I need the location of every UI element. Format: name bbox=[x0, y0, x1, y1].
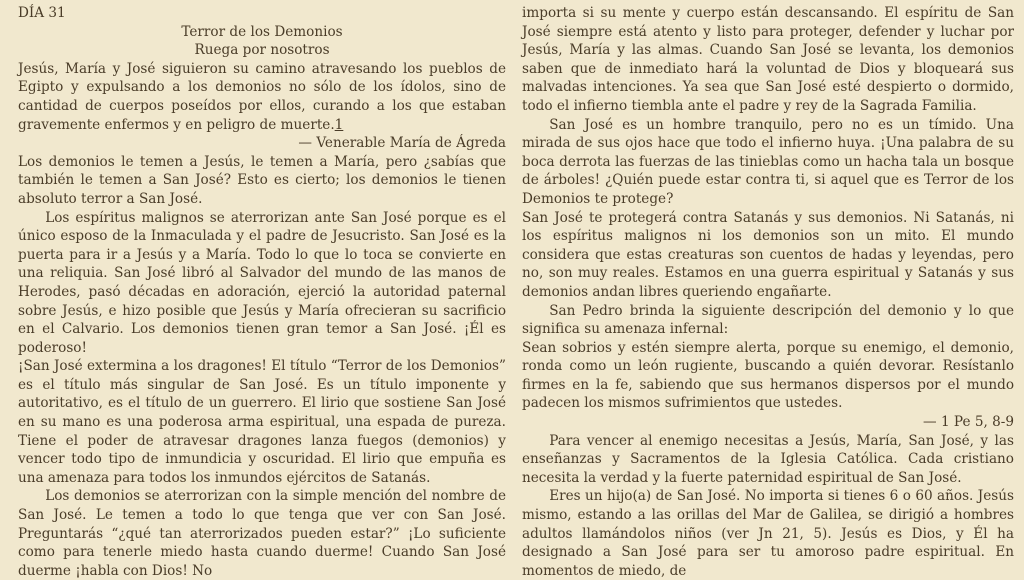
chapter-title: Terror de los Demonios bbox=[181, 23, 343, 40]
footnote-link[interactable]: 1 bbox=[334, 116, 344, 133]
paragraph: Los demonios le temen a Jesús, le temen a María, pero ¿sabías que también le temen a San José? Esto es cierto; los demonios le tienen absoluto terror a San José. bbox=[18, 153, 506, 207]
opening-quote-paragraph bbox=[18, 60, 506, 134]
paragraph: Los espíritus malignos se aterrorizan ante San José porque es el único esposo de la Inmaculada y el padre de Jesucristo. San José es la puerta para ir a Jesús y a María. Todo lo que lo toca se convierte en una reliquia. San José libró al Salvador del mundo de las manos de Herodes, pasó décadas en adoración, ejerció la autoridad paternal sobre Jesús, e hizo posible que Jesús y María ofrecieran su sacrificio en el Calvario. Los demonios tienen gran temor a San José. ¡Él es poderoso! bbox=[18, 209, 506, 356]
scripture-quote: Sean sobrios y estén siempre alerta, porque su enemigo, el demonio, ronda como un león rugiente, buscando a quién devorar. Resístanlo firmes en la fe, sabiendo que sus hermanos dispersos por el mundo padecen los mismos sufrimientos que ustedes. bbox=[522, 339, 1014, 412]
chapter-subtitle: Ruega por nosotros bbox=[194, 42, 330, 59]
paragraph: San José te protegerá contra Satanás y sus demonios. Ni Satanás, ni los espíritus malignos ni los demonios son un mito. El mundo considera que estas creaturas son cuentos de hadas y leyendas, pero no, son muy reales. Estamos en una guerra espiritual y Satanás y sus demonios andan libres queriendo engañarte. bbox=[522, 209, 1014, 300]
paragraph: Los demonios se aterrorizan con la simple mención del nombre de San José. Le temen a todo lo que tenga que ver con San José. Preguntarás “¿qué tan aterrorizados pueden estar?” ¡Lo suficiente como para tenerle miedo hasta cuando duerme! Cuando San José duerme ¡habla con Dios! No bbox=[18, 488, 506, 579]
quote-attribution: — Venerable María de Ágreda bbox=[298, 135, 506, 152]
right-column bbox=[512, 0, 1024, 579]
paragraph: ¡San José extermina a los dragones! El título “Terror de los Demonios” es el título más singular de San José. Es un título imponente y autoritativo, es el título de un guerrero. El lirio que sostiene San José en su mano es una poderosa arma espiritual, una espada de pureza. Tiene el poder de atravesar dragones lanza fuegos (demonios) y vencer todo tipo de inmundicia y oscuridad. El lirio que empuña es una amenaza para todos los inmundos ejércitos de Satanás. bbox=[18, 358, 506, 486]
paragraph: San José es un hombre tranquilo, pero no es un tímido. Una mirada de sus ojos hace que todo el infierno huya. ¡Una palabra de su boca derrota las fuerzas de las tinieblas como un hacha tala un bosque de árboles! ¿Quién puede estar contra ti, si aquel que es Terror de los Demonios te protege? bbox=[522, 116, 1014, 207]
day-label: DÍA 31 bbox=[18, 5, 66, 21]
paragraph: San Pedro brinda la siguiente descripción del demonio y lo que significa su amenaza infernal: bbox=[522, 302, 1014, 338]
paragraph: Eres un hijo(a) de San José. No importa si tienes 6 o 60 años. Jesús mismo, estando a las orillas del Mar de Galilea, se dirigió a hombres adultos llamándolos niños (ver Jn 21, 5). Jesús es Dios, y Él ha designado a San José para ser tu amoroso padre espiritual. En momentos de miedo, de bbox=[522, 488, 1014, 579]
opening-quote-text: Jesús, María y José siguieron su camino atravesando los pueblos de Egipto y expulsando a los demonios no sólo de los ídolos, sino de cantidad de cuerpos poseídos por ellos, curando a los que estaban gravemente enfermos y en peligro de muerte. bbox=[18, 60, 506, 133]
paragraph: Para vencer al enemigo necesitas a Jesús, María, San José, y las enseñanzas y Sacramentos de la Iglesia Católica. Cada cristiano necesita la verdad y la fuerte paternidad espiritual de San José. bbox=[522, 432, 1014, 486]
scripture-reference: — 1 Pe 5, 8-9 bbox=[923, 414, 1014, 431]
left-column bbox=[0, 0, 512, 579]
paragraph: importa si su mente y cuerpo están descansando. El espíritu de San José siempre está atento y listo para proteger, defender y luchar por Jesús, María y las almas. Cuando San José se levanta, los demonios saben que de inmediato hará la voluntad de Dios y bloqueará sus malvadas intenciones. Ya sea que San José esté despierto o dormido, todo el infierno tiembla ante el padre y rey de la Sagrada Familia. bbox=[522, 5, 1014, 114]
